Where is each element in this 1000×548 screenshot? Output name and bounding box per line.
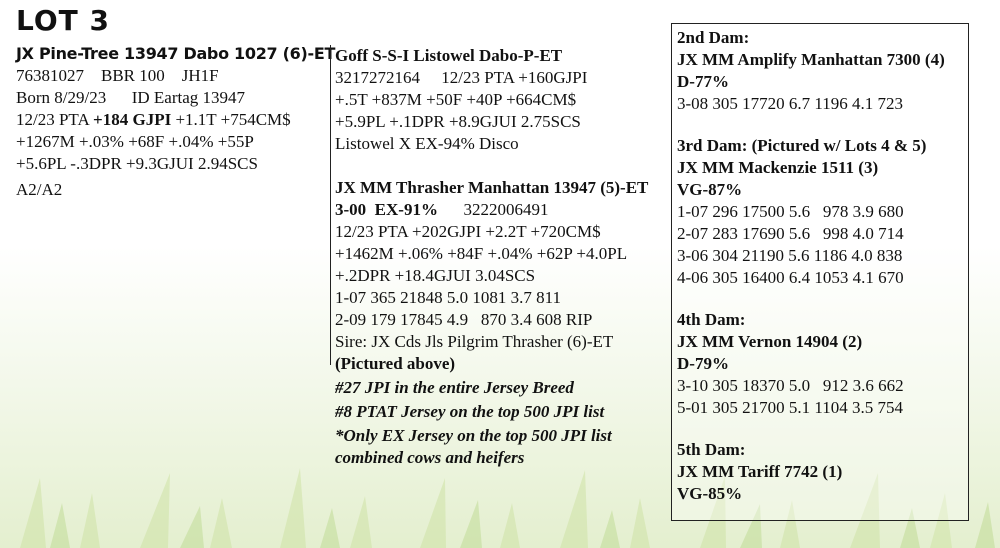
animal-name: JX Pine-Tree 13947 Dabo 1027 (6)-ET xyxy=(16,44,336,63)
sire-line: +.5T +837M +50F +40P +664CM$ xyxy=(335,90,577,109)
lot-title: LOT 3 xyxy=(16,4,110,37)
dam-record: 1-07 296 17500 5.6 978 3.9 680 xyxy=(677,202,904,221)
dam-line: 1-07 365 21848 5.0 1081 3.7 811 xyxy=(335,288,562,307)
dam-highlight: *Only EX Jersey on the top 500 JPI list xyxy=(335,426,612,445)
dam-record: 3-08 305 17720 6.7 1196 4.1 723 xyxy=(677,94,904,113)
dam-record: 5-01 305 21700 5.1 1104 3.5 754 xyxy=(677,398,904,417)
dam-highlight: #27 JPI in the entire Jersey Breed xyxy=(335,378,574,397)
dam-name: JX MM Vernon 14904 (2) xyxy=(677,332,863,351)
dam-classification: D-79% xyxy=(677,354,729,373)
dam-record: 3-10 305 18370 5.0 912 3.6 662 xyxy=(677,376,904,395)
fifth-dam xyxy=(677,439,963,505)
dam-line: +.2DPR +18.4GJUI 3.04SCS xyxy=(335,266,536,285)
dam-record: 3-06 304 21190 5.6 1186 4.0 838 xyxy=(677,246,903,265)
dam-classification: VG-87% xyxy=(677,180,743,199)
animal-info xyxy=(16,43,336,201)
fourth-dam xyxy=(677,309,963,419)
dam-name: JX MM Tariff 7742 (1) xyxy=(677,462,843,481)
animal-born-line: Born 8/29/23 ID Eartag 13947 xyxy=(16,88,245,107)
dam-line: 2-09 179 17845 4.9 870 3.4 608 RIP xyxy=(335,310,593,329)
pta-suffix: +1.1T +754CM$ xyxy=(171,110,291,129)
dam-record: 4-06 305 16400 6.4 1053 4.1 670 xyxy=(677,268,904,287)
dam-name: JX MM Mackenzie 1511 (3) xyxy=(677,158,879,177)
dam-record: 2-07 283 17690 5.6 998 4.0 714 xyxy=(677,224,904,243)
dam-highlight: combined cows and heifers xyxy=(335,448,525,467)
animal-pta-line xyxy=(16,109,326,131)
second-dam xyxy=(677,27,963,115)
dam-heading: 5th Dam: xyxy=(677,440,746,459)
dam-line: Sire: JX Cds Jls Pilgrim Thrasher (6)-ET xyxy=(335,332,614,351)
dam-classification: D-77% xyxy=(677,72,729,91)
third-dam xyxy=(677,135,963,289)
dam-heading: 3rd Dam: (Pictured w/ Lots 4 & 5) xyxy=(677,136,927,155)
dam-heading: 2nd Dam: xyxy=(677,28,750,47)
animal-stat-line: +5.6PL -.3DPR +9.3GJUI 2.94SCS xyxy=(16,154,258,173)
dam-pictured: (Pictured above) xyxy=(335,354,456,373)
sire-line: 3217272164 12/23 PTA +160GJPI xyxy=(335,68,588,87)
dam-class-line xyxy=(335,199,675,221)
dam-classification: VG-85% xyxy=(677,484,743,503)
animal-genotype: A2/A2 xyxy=(16,180,63,199)
sire-line: +5.9PL +.1DPR +8.9GJUI 2.75SCS xyxy=(335,112,581,131)
pta-gjpi: +184 GJPI xyxy=(93,110,172,129)
dam-classification: 3-00 EX-91% xyxy=(335,200,438,219)
pedigree-box xyxy=(671,23,969,521)
dam-name: JX MM Thrasher Manhattan 13947 (5)-ET xyxy=(335,178,649,197)
animal-reg-line: 76381027 BBR 100 JH1F xyxy=(16,66,219,85)
dam-line: 12/23 PTA +202GJPI +2.2T +720CM$ xyxy=(335,222,601,241)
dam-name: JX MM Amplify Manhattan 7300 (4) xyxy=(677,50,945,69)
dam-reg-number: 3222006491 xyxy=(463,200,549,219)
sire-name: Goff S-S-I Listowel Dabo-P-ET xyxy=(335,46,563,65)
dam-line: +1462M +.06% +84F +.04% +62P +4.0PL xyxy=(335,244,628,263)
sire-line: Listowel X EX-94% Disco xyxy=(335,134,519,153)
dam-highlight: #8 PTAT Jersey on the top 500 JPI list xyxy=(335,402,605,421)
pta-prefix: 12/23 PTA xyxy=(16,110,94,129)
dam-heading: 4th Dam: xyxy=(677,310,746,329)
animal-stat-line: +1267M +.03% +68F +.04% +55P xyxy=(16,132,254,151)
sire-dam-info xyxy=(330,45,675,467)
